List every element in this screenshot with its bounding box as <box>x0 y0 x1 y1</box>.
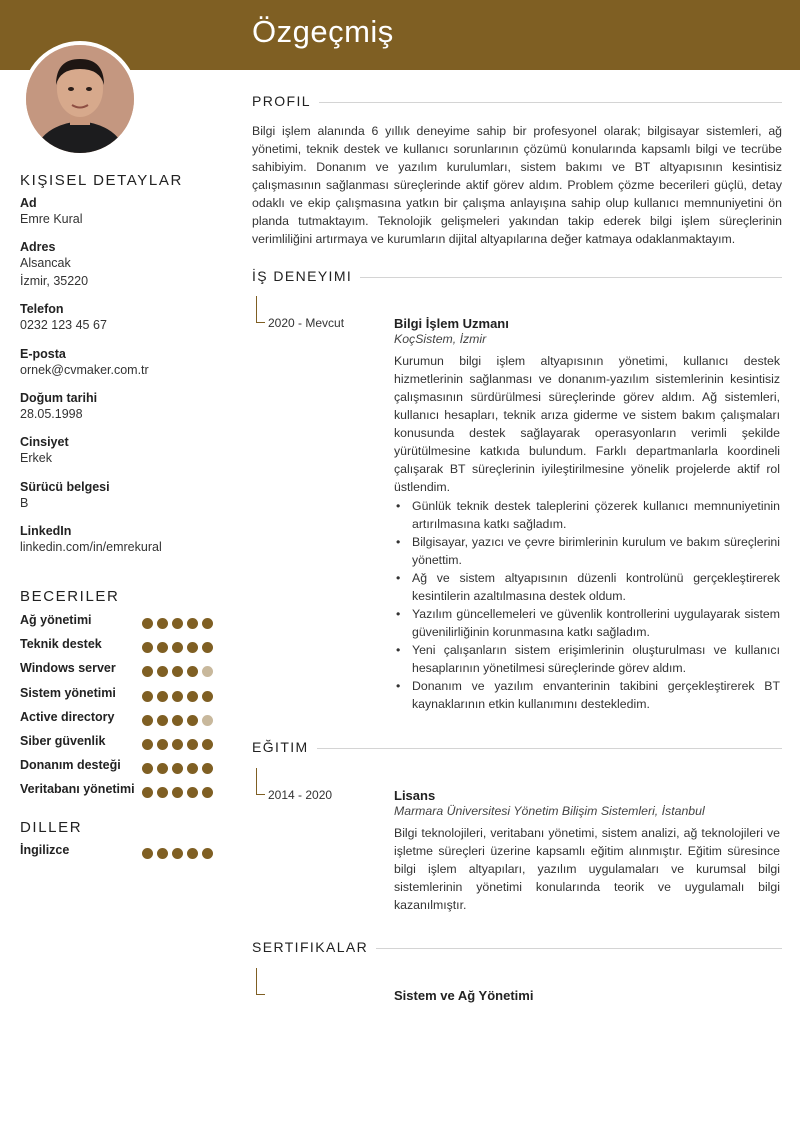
education-section <box>252 739 782 757</box>
education-description: Bilgi teknolojileri, veritabanı yönetimi, sistem analizi, ağ teknolojileri ve işletme süreçleri üzerine kapsamlı eğitim alınmıştır. Eğitim süresince bilgi işlem altyapıları, yazılım uygulamaları ve kurumsal bilgi sistemlerinin yönetimi konularında teorik ve uygulamalı bilgi kazanılmıştır. <box>394 826 780 912</box>
skill-name: Veritabanı yönetimi <box>20 782 135 797</box>
rating-dot-filled <box>172 848 183 859</box>
education-heading <box>252 739 782 757</box>
detail-value: 28.05.1998 <box>20 407 83 421</box>
languages-title: DILLER <box>20 819 83 836</box>
skills-title: BECERILER <box>20 588 120 605</box>
rating-dot-empty <box>202 715 213 726</box>
job-description: Kurumun bilgi işlem altyapısının yönetimi, kullanıcı destek hizmetlerinin sağlanması ve donanım-yazılım sistemlerinin kesintisiz çalışmasının sürdürülmesi süreçlerinde görev aldım. Ağ sistemleri, kullanıcı hesapları, teknik arıza giderme ve sistem bakım çalışmaları konusunda destek sağlayarak operasyonların verimli şekilde yürütülmesine katkıda bulundum. Farklı departmanlarla koordineli çalışarak BT süreçlerinin iyileştirilmesine yönelik projelerde aktif rol üstlendim. <box>394 354 780 494</box>
rating-dot-filled <box>172 691 183 702</box>
rating-dot-filled <box>172 642 183 653</box>
skill-rating <box>142 761 217 779</box>
rating-dot-filled <box>172 787 183 798</box>
list-item: • Yazılım güncellemeleri ve güvenlik kontrollerini uygulayarak sistem güvenilirliğinin korunmasına katkı sağladım. <box>394 605 780 641</box>
education-title: EĞITIM <box>252 739 317 755</box>
profile-section <box>252 93 782 248</box>
skill-row <box>20 661 220 679</box>
skill-row <box>20 613 220 631</box>
detail-label: Ad <box>20 196 37 210</box>
skill-rating <box>142 785 217 803</box>
detail-label: Cinsiyet <box>20 435 69 449</box>
rating-dot-filled <box>202 618 213 629</box>
skill-row <box>20 843 220 861</box>
skill-name: Teknik destek <box>20 637 102 652</box>
detail-birthdate <box>20 391 230 423</box>
personal-details-title: KIŞISEL DETAYLAR <box>20 172 183 189</box>
rating-dot-filled <box>202 763 213 774</box>
rating-dot-filled <box>202 691 213 702</box>
detail-address <box>20 240 230 290</box>
company-name: KoçSistem, İzmir <box>394 332 487 346</box>
timeline-marker <box>256 768 265 795</box>
detail-label: LinkedIn <box>20 524 72 538</box>
rating-dot-filled <box>142 787 153 798</box>
detail-value: Emre Kural <box>20 212 83 226</box>
detail-linkedin <box>20 524 230 556</box>
profile-photo <box>22 41 138 157</box>
rating-dot-filled <box>157 715 168 726</box>
skill-row <box>20 758 220 776</box>
rating-dot-filled <box>142 848 153 859</box>
rating-dot-filled <box>172 763 183 774</box>
skill-name: Sistem yönetimi <box>20 685 116 700</box>
rating-dot-filled <box>202 739 213 750</box>
rating-dot-empty <box>202 666 213 677</box>
rating-dot-filled <box>157 642 168 653</box>
rating-dot-filled <box>172 715 183 726</box>
rating-dot-filled <box>142 666 153 677</box>
list-item: • Yeni çalışanların sistem erişimlerinin oluşturulması ve kullanıcı hesaplarının yönetilmesi süreçlerinde görev aldım. <box>394 641 780 677</box>
rating-dot-filled <box>157 848 168 859</box>
detail-label: Sürücü belgesi <box>20 480 110 494</box>
skill-name: Ağ yönetimi <box>20 613 92 627</box>
job-bullets <box>394 497 780 713</box>
school-name: Marmara Üniversitesi Yönetim Bilişim Sistemleri, İstanbul <box>394 804 705 818</box>
skill-rating <box>142 664 217 682</box>
rating-dot-filled <box>142 642 153 653</box>
rating-dot-filled <box>202 642 213 653</box>
skill-row <box>20 782 220 800</box>
education-date: 2014 - 2020 <box>268 788 333 802</box>
skill-rating <box>142 689 217 707</box>
skill-name: Windows server <box>20 661 116 676</box>
detail-label: Doğum tarihi <box>20 391 98 405</box>
job-title: Bilgi İşlem Uzmanı <box>394 316 509 331</box>
list-item: • Donanım ve yazılım envanterinin takibini gerçekleştirerek BT kaynaklarının etkin kullanımını destekledim. <box>394 677 780 713</box>
rating-dot-filled <box>187 848 198 859</box>
rating-dot-filled <box>187 763 198 774</box>
skill-row <box>20 734 220 752</box>
languages-section <box>20 819 230 836</box>
profile-title: PROFIL <box>252 93 319 109</box>
rating-dot-filled <box>142 739 153 750</box>
rating-dot-filled <box>172 618 183 629</box>
rating-dot-filled <box>142 618 153 629</box>
skill-name: Siber güvenlik <box>20 734 106 748</box>
skill-name: Active directory <box>20 709 115 724</box>
detail-license <box>20 480 230 512</box>
certificate-entry <box>394 988 780 1003</box>
detail-label: Telefon <box>20 302 64 316</box>
skill-name: Donanım desteği <box>20 758 121 773</box>
detail-value: B <box>20 496 29 510</box>
skill-rating <box>142 846 217 864</box>
list-item: • Ağ ve sistem altyapısının düzenli kontrolünü gerçekleştirerek kesintilerin azaltılmasına destek oldum. <box>394 569 780 605</box>
rating-dot-filled <box>187 715 198 726</box>
detail-phone <box>20 302 230 334</box>
certificates-title: SERTIFIKALAR <box>252 939 376 955</box>
timeline-marker <box>256 296 265 323</box>
section-divider <box>252 748 782 749</box>
rating-dot-filled <box>157 666 168 677</box>
rating-dot-filled <box>142 763 153 774</box>
rating-dot-filled <box>187 618 198 629</box>
list-item: • Günlük teknik destek taleplerini çözerek kullanıcı memnuniyetinin artırılmasına katkı sağladım. <box>394 497 780 533</box>
rating-dot-filled <box>157 739 168 750</box>
detail-value: 0232 123 45 67 <box>20 318 107 332</box>
rating-dot-filled <box>172 739 183 750</box>
rating-dot-filled <box>187 739 198 750</box>
rating-dot-filled <box>202 787 213 798</box>
detail-value: Erkek <box>20 451 52 465</box>
skill-name: İngilizce <box>20 843 70 857</box>
email-link[interactable]: ornek@cvmaker.com.tr <box>20 363 149 377</box>
skills-section <box>20 588 230 605</box>
rating-dot-filled <box>187 691 198 702</box>
certificates-section <box>252 939 782 957</box>
linkedin-link[interactable]: linkedin.com/in/emrekural <box>20 540 162 554</box>
experience-heading <box>252 268 782 286</box>
timeline-marker <box>256 968 265 995</box>
rating-dot-filled <box>142 691 153 702</box>
skill-row <box>20 637 220 655</box>
skill-row <box>20 710 220 728</box>
experience-title: İŞ DENEYIMI <box>252 268 360 284</box>
section-divider <box>252 102 782 103</box>
certificate-name: Sistem ve Ağ Yönetimi <box>394 988 534 1003</box>
rating-dot-filled <box>202 848 213 859</box>
profile-heading <box>252 93 782 111</box>
detail-name <box>20 196 230 228</box>
detail-value: Alsancak <box>20 256 71 270</box>
detail-label: Adres <box>20 240 56 254</box>
profile-text: Bilgi işlem alanında 6 yıllık deneyime sahip bir profesyonel olarak; bilgisayar sistemleri, ağ yönetimi, teknik destek ve kullanıcı sorunlarının çözümü konularında kapsamlı bilgi ve tecrübe sahibiyim. Donanım ve yazılım kurulumları, sistem bakımı ve BT altyapısının kesintisiz çalışmasının sağlanması süreçlerinde aktif görev aldım. Problem çözme becerileri güçlü, detay odaklı ve ekip çalışmasına yatkın bir çalışma anlayışına sahip olup kullanıcı memnuniyetini ön planda tutmaktayım. Teknolojik gelişmeleri yakından takip ederek bilgi işlem süreçlerinin verimliliğini artırmaya ve kurumların dijital altyapılarına değer katmaya odaklanmaktayım. <box>252 124 782 246</box>
certificates-heading <box>252 939 782 957</box>
experience-date: 2020 - Mevcut <box>268 316 345 330</box>
degree-title: Lisans <box>394 788 436 803</box>
personal-details-section <box>20 172 230 189</box>
rating-dot-filled <box>142 715 153 726</box>
experience-section <box>252 268 782 286</box>
detail-gender <box>20 435 230 467</box>
detail-label: E-posta <box>20 347 66 361</box>
skill-rating <box>142 737 217 755</box>
detail-email <box>20 347 230 379</box>
rating-dot-filled <box>157 787 168 798</box>
list-item: • Bilgisayar, yazıcı ve çevre birimlerinin kurulum ve bakım süreçlerini yönettim. <box>394 533 780 569</box>
detail-value-line2: İzmir, 35220 <box>20 274 89 288</box>
rating-dot-filled <box>157 763 168 774</box>
page-title: Özgeçmiş <box>252 14 394 49</box>
rating-dot-filled <box>172 666 183 677</box>
skill-rating <box>142 616 217 634</box>
rating-dot-filled <box>187 666 198 677</box>
skill-rating <box>142 713 217 731</box>
skill-row <box>20 686 220 704</box>
rating-dot-filled <box>187 787 198 798</box>
rating-dot-filled <box>157 618 168 629</box>
rating-dot-filled <box>187 642 198 653</box>
experience-entry <box>394 316 780 713</box>
skill-rating <box>142 640 217 658</box>
rating-dot-filled <box>157 691 168 702</box>
education-entry <box>394 788 780 914</box>
